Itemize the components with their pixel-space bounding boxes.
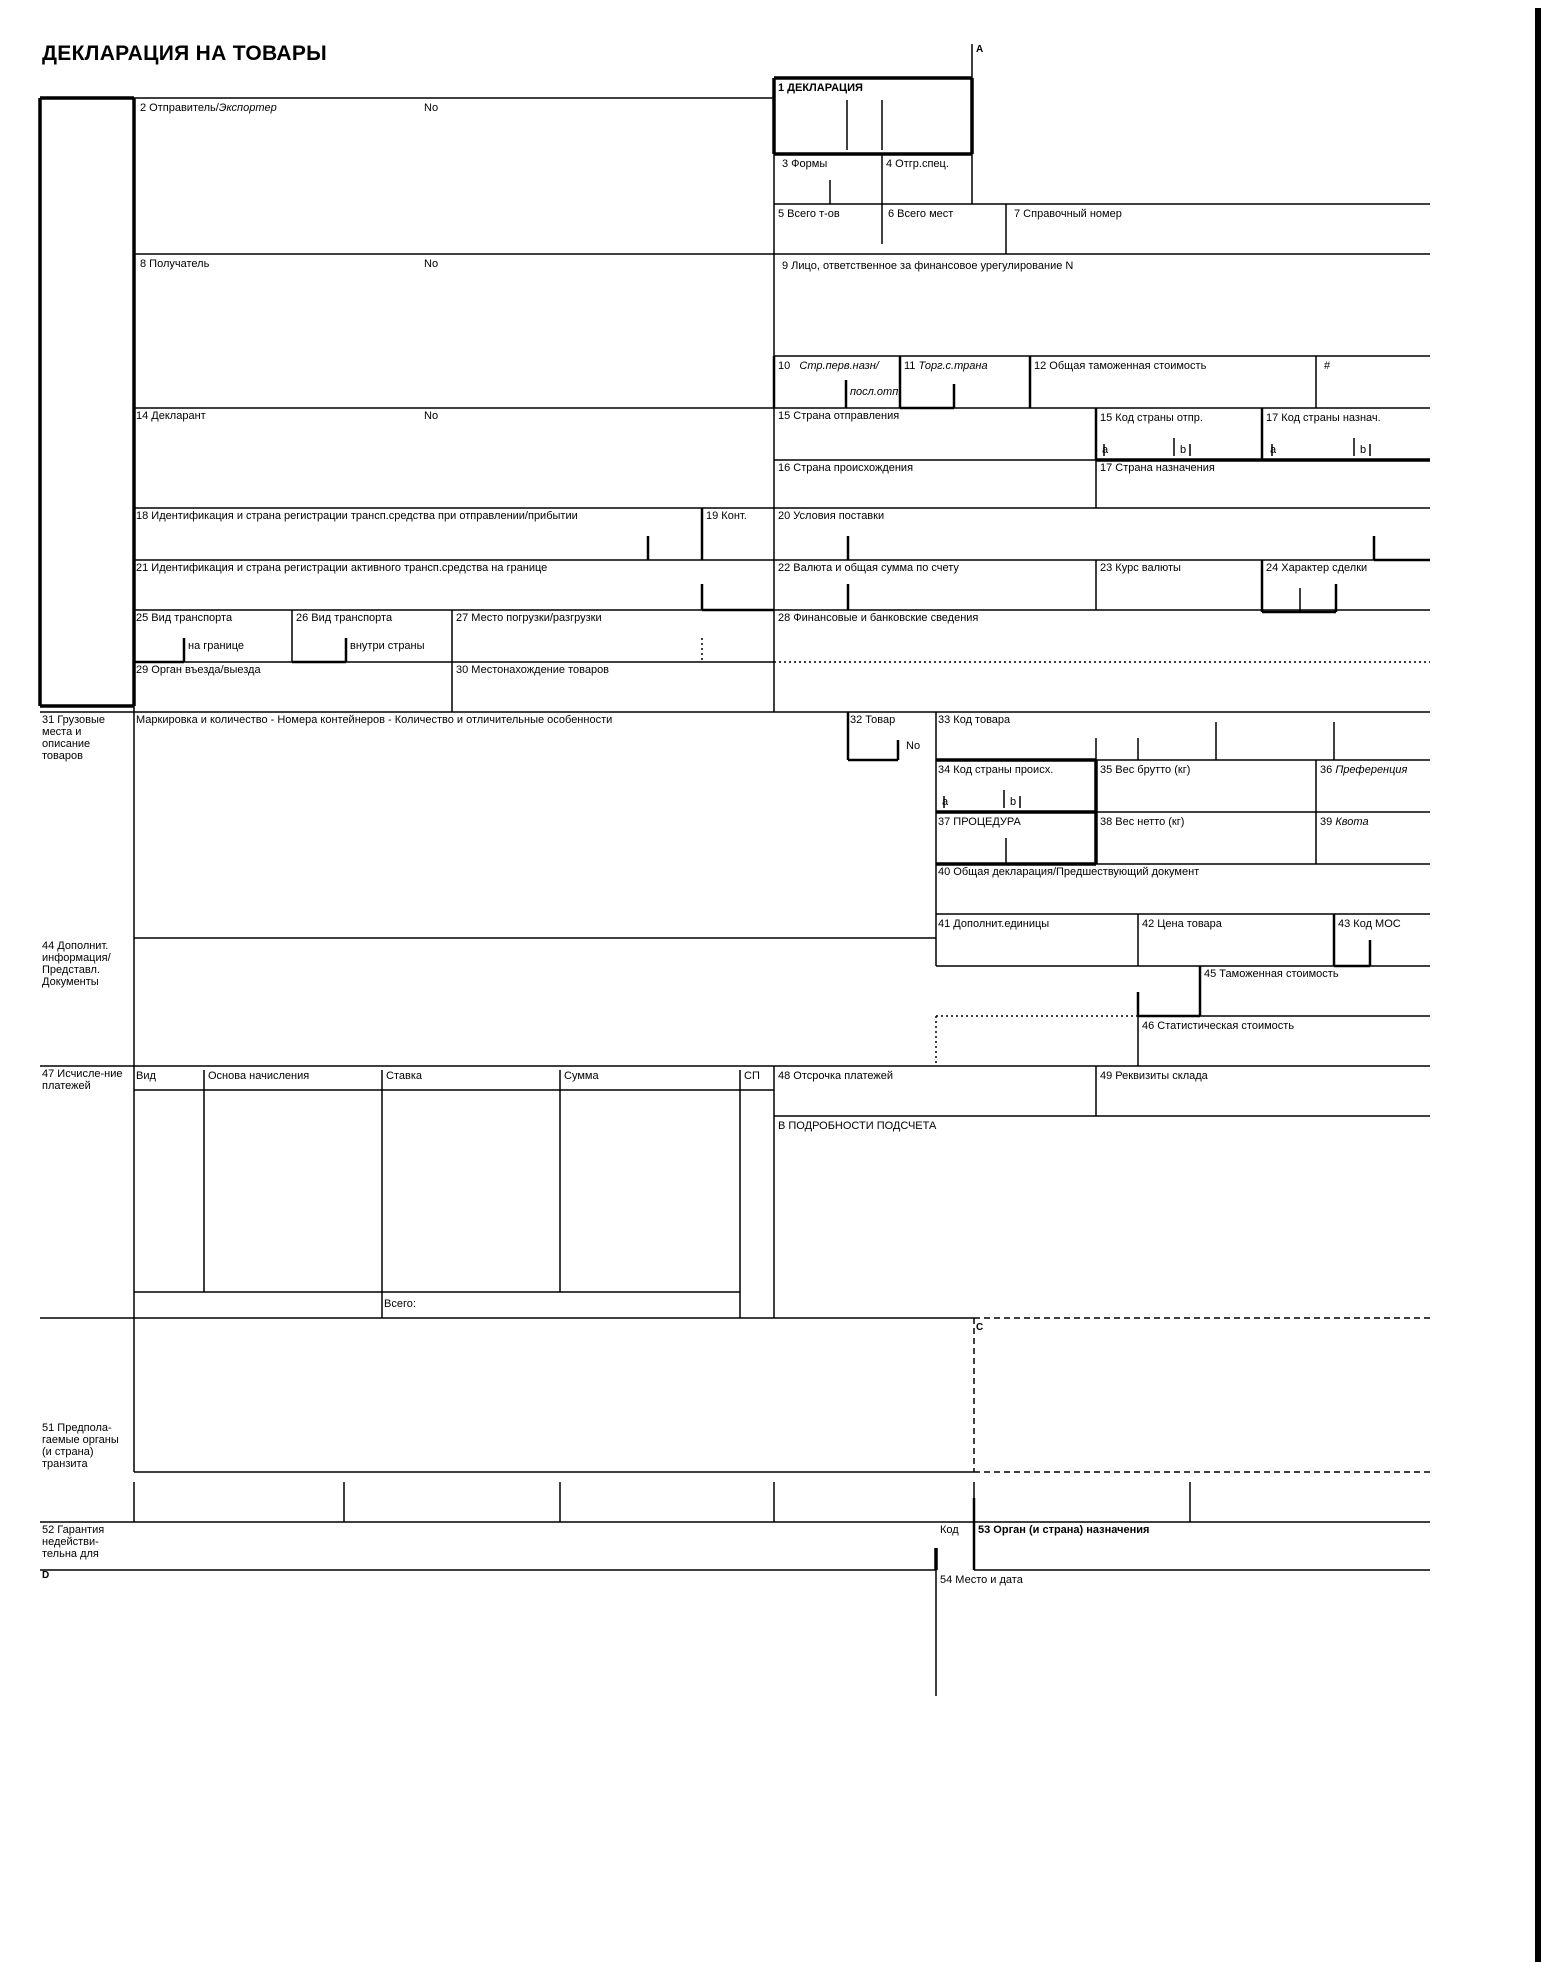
field-21-label: 21 Идентификация и страна регистрации активного трансп.средства на границе xyxy=(136,562,548,574)
field-34-sub-b: b xyxy=(1010,796,1017,808)
field-15a-sub-b: b xyxy=(1180,444,1187,456)
field-47-col-sp: СП xyxy=(744,1070,760,1082)
field-36-label: 36 Преференция xyxy=(1320,764,1408,776)
field-b-label: B ПОДРОБНОСТИ ПОДСЧЕТА xyxy=(778,1120,937,1132)
field-41-label: 41 Дополнит.единицы xyxy=(938,918,1050,930)
field-53-label: 53 Орган (и страна) назначения xyxy=(978,1524,1150,1536)
field-32-no: No xyxy=(906,740,921,752)
field-54-label: 54 Место и дата xyxy=(940,1574,1023,1586)
corner-mark-a: A xyxy=(976,44,984,55)
page-title: ДЕКЛАРАЦИЯ НА ТОВАРЫ xyxy=(42,42,328,65)
field-32-label: 32 Товар xyxy=(850,714,896,726)
field-28-label: 28 Финансовые и банковские сведения xyxy=(778,612,979,624)
field-47-col-osnova: Основа начисления xyxy=(208,1070,310,1082)
corner-mark-c: C xyxy=(976,1322,984,1333)
field-25-sublabel: на границе xyxy=(188,640,245,652)
field-38-label: 38 Вес нетто (кг) xyxy=(1100,816,1185,828)
field-46-label: 46 Статистическая стоимость xyxy=(1142,1020,1295,1032)
field-47-col-stavka: Ставка xyxy=(386,1070,422,1082)
field-4-label: 4 Отгр.спец. xyxy=(886,158,949,170)
field-13-label: # xyxy=(1324,360,1331,372)
field-51-label: 51 Предпола-гаемые органы (и страна) транзита xyxy=(42,1422,119,1470)
field-17a-sub-a: a xyxy=(1270,444,1277,456)
field-25-label: 25 Вид транспорта xyxy=(136,612,233,624)
field-15a-label: 15 Код страны отпр. xyxy=(1100,412,1203,424)
field-23-label: 23 Курс валюты xyxy=(1100,562,1181,574)
field-12-label: 12 Общая таможенная стоимость xyxy=(1034,360,1207,372)
field-52-label: 52 Гарантия недействи-тельна для xyxy=(42,1524,105,1560)
field-33-label: 33 Код товара xyxy=(938,714,1011,726)
field-17a-label: 17 Код страны назнач. xyxy=(1266,412,1381,424)
field-20-label: 20 Условия поставки xyxy=(778,510,885,522)
field-17a-sub-b: b xyxy=(1360,444,1367,456)
field-26-sublabel: внутри страны xyxy=(350,640,425,652)
field-43-label: 43 Код МОС xyxy=(1338,918,1401,930)
field-10-label: 10 Стр.перв.назн/ xyxy=(778,360,879,372)
field-16-label: 16 Страна происхождения xyxy=(778,462,914,474)
field-26-label: 26 Вид транспорта xyxy=(296,612,393,624)
field-49-label: 49 Реквизиты склада xyxy=(1100,1070,1208,1082)
field-1-label: 1 ДЕКЛАРАЦИЯ xyxy=(778,82,863,94)
field-7-label: 7 Справочный номер xyxy=(1014,208,1122,220)
field-47-total: Всего: xyxy=(384,1298,416,1310)
field-14-label: 14 Декларант xyxy=(136,410,206,422)
field-9-label: 9 Лицо, ответственное за финансовое урегулирование N xyxy=(782,260,1074,272)
field-29-label: 29 Орган въезда/выезда xyxy=(136,664,261,676)
field-42-label: 42 Цена товара xyxy=(1142,918,1222,930)
field-2-no: No xyxy=(424,102,439,114)
field-34-label: 34 Код страны происх. xyxy=(938,764,1054,776)
field-31-description: Маркировка и количество - Номера контейнеров - Количество и отличительные особенности xyxy=(136,714,613,726)
field-15-label: 15 Страна отправления xyxy=(778,410,900,422)
field-15a-sub-a: a xyxy=(1102,444,1109,456)
field-40-label: 40 Общая декларация/Предшествующий документ xyxy=(938,866,1200,878)
field-24-label: 24 Характер сделки xyxy=(1266,562,1368,574)
field-8-no: No xyxy=(424,258,439,270)
field-47-col-summa: Сумма xyxy=(564,1070,599,1082)
field-11-label: 11 Торг.с.трана xyxy=(904,360,988,372)
field-34-sub-a: a xyxy=(942,796,949,808)
field-17-label: 17 Страна назначения xyxy=(1100,462,1215,474)
field-31-label: 31 Грузовые места и описание товаров xyxy=(42,714,106,762)
corner-mark-d: D xyxy=(42,1570,50,1581)
field-19-label: 19 Конт. xyxy=(706,510,747,522)
field-37-label: 37 ПРОЦЕДУРА xyxy=(938,816,1021,828)
field-27-label: 27 Место погрузки/разгрузки xyxy=(456,612,602,624)
field-47-col-vid: Вид xyxy=(136,1070,156,1082)
field-47-label: 47 Исчисле-ние платежей xyxy=(42,1068,123,1092)
field-2-label: 2 Отправитель/Экспортер xyxy=(140,102,277,114)
field-3-label: 3 Формы xyxy=(782,158,828,170)
field-30-label: 30 Местонахождение товаров xyxy=(456,664,610,676)
field-8-label: 8 Получатель xyxy=(140,258,210,270)
field-45-label: 45 Таможенная стоимость xyxy=(1204,968,1339,980)
field-14-no: No xyxy=(424,410,439,422)
field-39-label: 39 Квота xyxy=(1320,816,1369,828)
field-22-label: 22 Валюта и общая сумма по счету xyxy=(778,562,959,574)
field-35-label: 35 Вес брутто (кг) xyxy=(1100,764,1191,776)
field-10-sublabel: посл.отп. xyxy=(850,386,902,398)
field-5-label: 5 Всего т-ов xyxy=(778,208,840,220)
field-6-label: 6 Всего мест xyxy=(888,208,954,220)
field-52-kod: Код xyxy=(940,1524,959,1536)
field-18-label: 18 Идентификация и страна регистрации трансп.средства при отправлении/прибытии xyxy=(136,510,578,522)
field-44-label: 44 Дополнит. информация/ Представл. Документы xyxy=(42,940,111,988)
field-48-label: 48 Отсрочка платежей xyxy=(778,1070,893,1082)
